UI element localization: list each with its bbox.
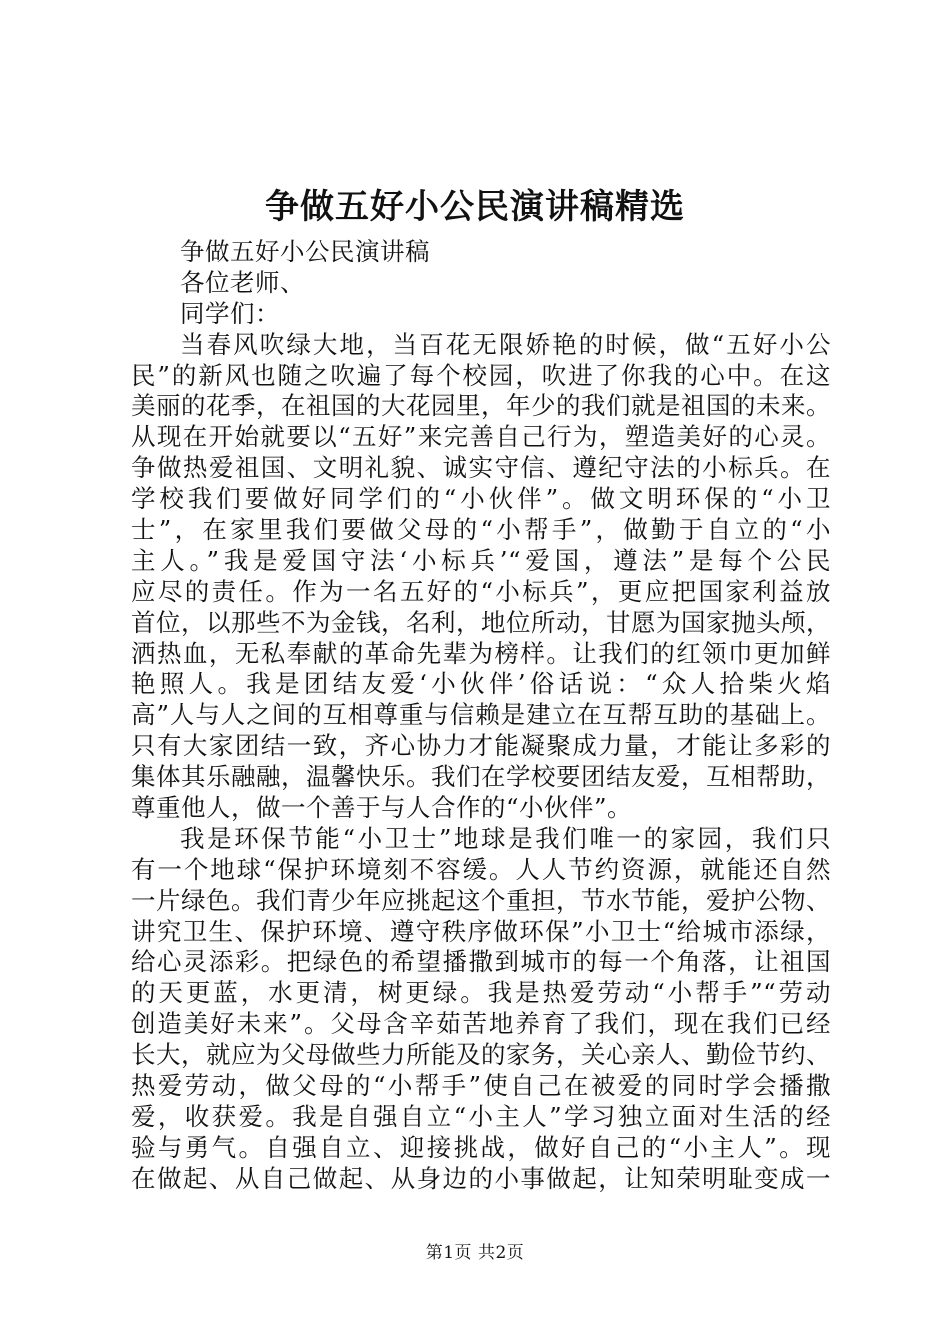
text-line: 在做起、从自己做起、从身边的小事做起，让知荣明耻变成一 bbox=[131, 1163, 831, 1193]
text-line: 创造美好未来”。父母含辛茹苦地养育了我们，现在我们已经 bbox=[131, 1009, 831, 1039]
text-line: 应尽的责任。作为一名五好的“小标兵”，更应把国家利益放 bbox=[131, 576, 831, 606]
page-title: 争做五好小公民演讲稿精选 bbox=[265, 187, 685, 227]
text-line: 首位，以那些不为金钱，名利，地位所动，甘愿为国家抛头颅， bbox=[131, 607, 831, 637]
text-line: 同学们： bbox=[180, 298, 280, 328]
text-line: 主人。”我是爱国守法‘小标兵’“爱国，遵法”是每个公民 bbox=[131, 545, 831, 575]
text-line: 争做热爱祖国、文明礼貌、诚实守信、遵纪守法的小标兵。在 bbox=[131, 453, 831, 483]
text-line: 学校我们要做好同学们的“小伙伴”。做文明环保的“小卫 bbox=[131, 484, 831, 514]
text-line: 只有大家团结一致，齐心协力才能凝聚成力量，才能让多彩的 bbox=[131, 731, 831, 761]
text-line: 美丽的花季，在祖国的大花园里，年少的我们就是祖国的未来。 bbox=[131, 391, 831, 421]
text-line: 长大，就应为父母做些力所能及的家务，关心亲人、勤俭节约、 bbox=[131, 1040, 831, 1070]
text-line: 的天更蓝，水更清，树更绿。我是热爱劳动“小帮手”“劳动 bbox=[131, 978, 831, 1008]
text-line: 集体其乐融融，温馨快乐。我们在学校要团结友爱，互相帮助， bbox=[131, 762, 831, 792]
text-line: 当春风吹绿大地，当百花无限娇艳的时候，做“五好小公 bbox=[180, 329, 831, 359]
text-line: 洒热血，无私奉献的革命先辈为榜样。让我们的红领巾更加鲜 bbox=[131, 638, 831, 668]
page-number-footer: 第1页 共2页 bbox=[425, 1243, 525, 1263]
text-line: 尊重他人，做一个善于与人合作的“小伙伴”。 bbox=[131, 793, 633, 823]
text-line: 高”人与人之间的互相尊重与信赖是建立在互帮互助的基础上。 bbox=[131, 700, 831, 730]
text-line: 争做五好小公民演讲稿 bbox=[180, 237, 430, 266]
text-line: 各位老师、 bbox=[180, 267, 305, 297]
document-body bbox=[131, 237, 831, 1195]
text-line: 民”的新风也随之吹遍了每个校园，吹进了你我的心中。在这 bbox=[131, 360, 831, 390]
text-line: 爱，收获爱。我是自强自立“小主人”学习独立面对生活的经 bbox=[131, 1101, 831, 1131]
text-line: 有一个地球“保护环境刻不容缓。人人节约资源，就能还自然 bbox=[131, 854, 831, 884]
text-line: 给心灵添彩。把绿色的希望播撒到城市的每一个角落，让祖国 bbox=[131, 947, 831, 977]
text-line: 验与勇气。自强自立、迎接挑战，做好自己的“小主人”。现 bbox=[131, 1132, 831, 1162]
text-line: 从现在开始就要以“五好”来完善自己行为，塑造美好的心灵。 bbox=[131, 422, 831, 452]
text-line: 艳照人。我是团结友爱‘小伙伴’俗话说：“众人拾柴火焰 bbox=[131, 669, 831, 699]
text-line: 热爱劳动，做父母的“小帮手”使自己在被爱的同时学会播撒 bbox=[131, 1071, 831, 1101]
text-line: 一片绿色。我们青少年应挑起这个重担，节水节能，爱护公物、 bbox=[131, 885, 831, 915]
text-line: 我是环保节能“小卫士”地球是我们唯一的家园，我们只 bbox=[180, 823, 831, 853]
text-line: 士”，在家里我们要做父母的“小帮手”，做勤于自立的“小 bbox=[131, 515, 831, 545]
text-line: 讲究卫生、保护环境、遵守秩序做环保”小卫士“给城市添绿， bbox=[131, 916, 831, 946]
